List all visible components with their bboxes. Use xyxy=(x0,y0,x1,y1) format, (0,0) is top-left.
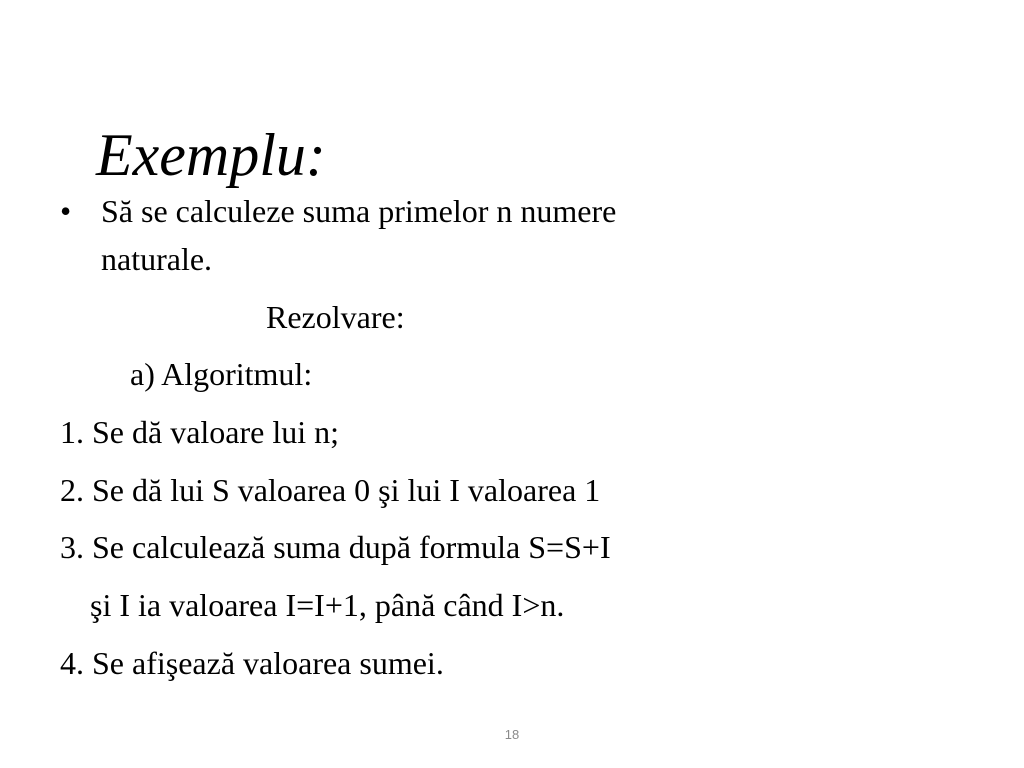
step-3-continuation: şi I ia valoarea I=I+1, până când I>n. xyxy=(90,587,565,623)
bullet-dot: • xyxy=(60,193,72,229)
step-3: 3. Se calculează suma după formula S=S+I xyxy=(60,529,611,565)
bullet-text-line-2: naturale. xyxy=(101,241,213,277)
step-2: 2. Se dă lui S valoarea 0 şi lui I valoarea 1 xyxy=(60,472,601,508)
page-number: 18 xyxy=(504,727,520,742)
rezolvare-heading: Rezolvare: xyxy=(266,299,405,335)
algoritm-subheading: a) Algoritmul: xyxy=(130,356,313,392)
bullet-text-line-1: Să se calculeze suma primelor n numere xyxy=(101,193,617,229)
step-1: 1. Se dă valoare lui n; xyxy=(60,414,340,450)
step-4: 4. Se afişează valoarea sumei. xyxy=(60,645,444,681)
slide-title: Exemplu: xyxy=(96,122,326,188)
